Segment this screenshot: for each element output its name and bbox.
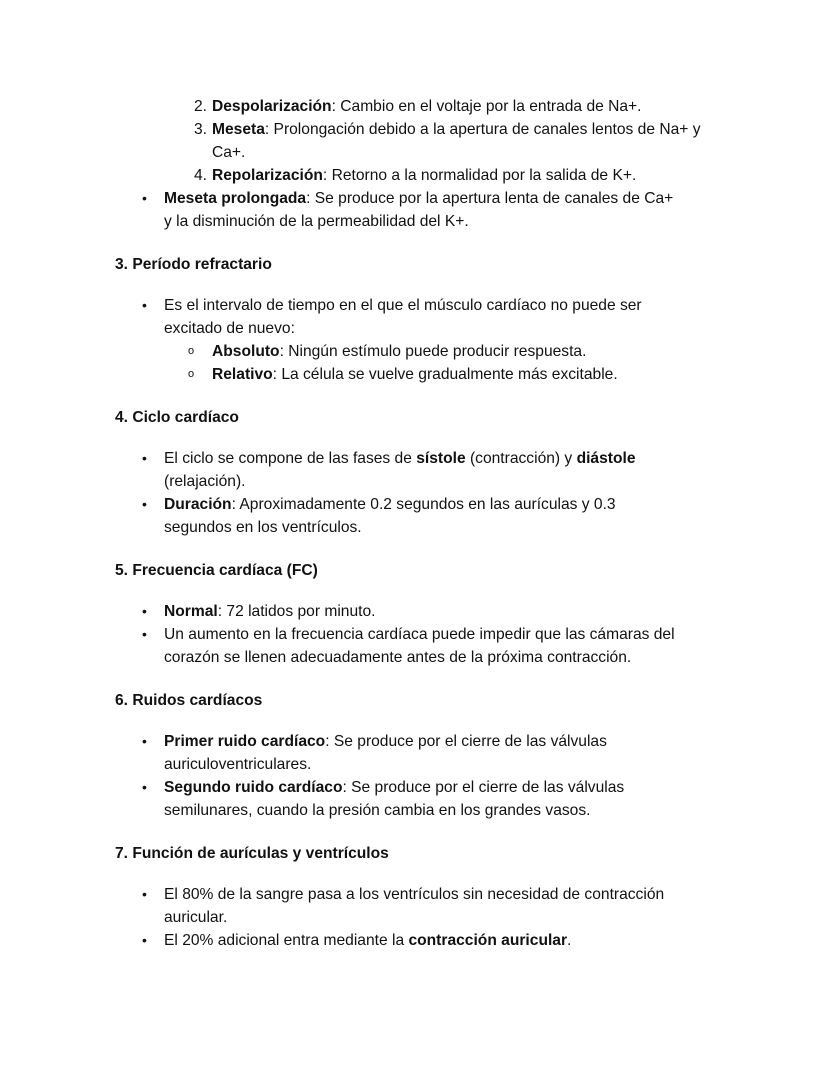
bullet-icon: • — [142, 886, 147, 902]
phase-item — [0, 164, 828, 187]
section-heading: 4. Ciclo cardíaco — [115, 409, 239, 426]
bullet-icon: • — [142, 733, 147, 749]
bullet-icon: • — [142, 626, 147, 642]
term: diástole — [576, 450, 636, 467]
item-text: El 80% de la sangre pasa a los ventrículos sin necesidad de contracción auricular. — [164, 886, 665, 926]
bullet-icon: • — [142, 932, 147, 948]
bullet-icon: • — [142, 450, 147, 466]
term: Meseta prolongada — [164, 190, 307, 207]
definition: : Ningún estímulo puede producir respuesta. — [279, 343, 587, 360]
list-item — [0, 623, 828, 669]
phase-item — [0, 95, 828, 118]
list-number: 4. — [193, 167, 207, 184]
bullet-icon: • — [142, 779, 147, 795]
list-item — [0, 294, 828, 340]
list-item — [0, 600, 828, 623]
definition: : La célula se vuelve gradualmente más excitable. — [272, 366, 618, 383]
item-text: Un aumento en la frecuencia cardíaca puede impedir que las cámaras del corazón se llenen adecuadamente antes de la próxima contracción. — [164, 626, 675, 666]
list-item — [0, 447, 828, 493]
text: . — [567, 932, 572, 949]
term: Relativo — [212, 366, 273, 383]
list-item — [0, 776, 828, 822]
definition: : Cambio en el voltaje por la entrada de Na+. — [331, 98, 642, 115]
bullet-icon: • — [142, 603, 147, 619]
bullet-icon: • — [142, 297, 147, 313]
text: (relajación). — [164, 473, 246, 490]
definition: : Se produce por el cierre de las válvulas auriculoventriculares. — [164, 733, 607, 773]
definition: : Prolongación debido a la apertura de canales lentos de Na+ y Ca+. — [212, 121, 701, 161]
text: El 20% adicional entra mediante la — [164, 932, 409, 949]
document-page — [0, 95, 828, 952]
text: (contracción) y — [465, 450, 577, 467]
circle-bullet-icon: o — [188, 345, 195, 357]
bullet-icon: • — [142, 190, 147, 206]
list-item — [0, 929, 828, 952]
term: Repolarización — [212, 167, 323, 184]
term: Primer ruido cardíaco — [164, 733, 326, 750]
term: Normal — [164, 603, 218, 620]
list-item — [0, 187, 828, 233]
term: contracción auricular — [408, 932, 568, 949]
sub-item — [0, 363, 828, 386]
list-number: 2. — [193, 98, 207, 115]
term: sístole — [416, 450, 466, 467]
list-number: 3. — [193, 121, 207, 138]
section-heading: 7. Función de aurículas y ventrículos — [115, 845, 389, 862]
sub-item — [0, 340, 828, 363]
circle-bullet-icon: o — [188, 368, 195, 380]
list-item — [0, 730, 828, 776]
list-item — [0, 493, 828, 539]
term: Segundo ruido cardíaco — [164, 779, 343, 796]
section-heading: 3. Período refractario — [115, 256, 272, 273]
text: El ciclo se compone de las fases de — [164, 450, 417, 467]
term: Duración — [164, 496, 232, 513]
bullet-icon: • — [142, 496, 147, 512]
item-text: Es el intervalo de tiempo en el que el músculo cardíaco no puede ser excitado de nuevo: — [164, 297, 642, 337]
definition: : 72 latidos por minuto. — [217, 603, 376, 620]
term: Absoluto — [212, 343, 280, 360]
section-heading: 5. Frecuencia cardíaca (FC) — [115, 562, 318, 579]
definition: : Aproximadamente 0.2 segundos en las aurículas y 0.3 segundos en los ventrículos. — [164, 496, 616, 536]
definition: : Se produce por la apertura lenta de canales de Ca+ y la disminución de la permeabilidad del K+. — [164, 190, 674, 230]
definition: : Retorno a la normalidad por la salida de K+. — [322, 167, 637, 184]
section-heading: 6. Ruidos cardíacos — [115, 692, 263, 709]
definition: : Se produce por el cierre de las válvulas semilunares, cuando la presión cambia en los grandes vasos. — [164, 779, 625, 819]
term: Meseta — [212, 121, 265, 138]
phase-item — [0, 118, 828, 164]
list-item — [0, 883, 828, 929]
term: Despolarización — [212, 98, 332, 115]
